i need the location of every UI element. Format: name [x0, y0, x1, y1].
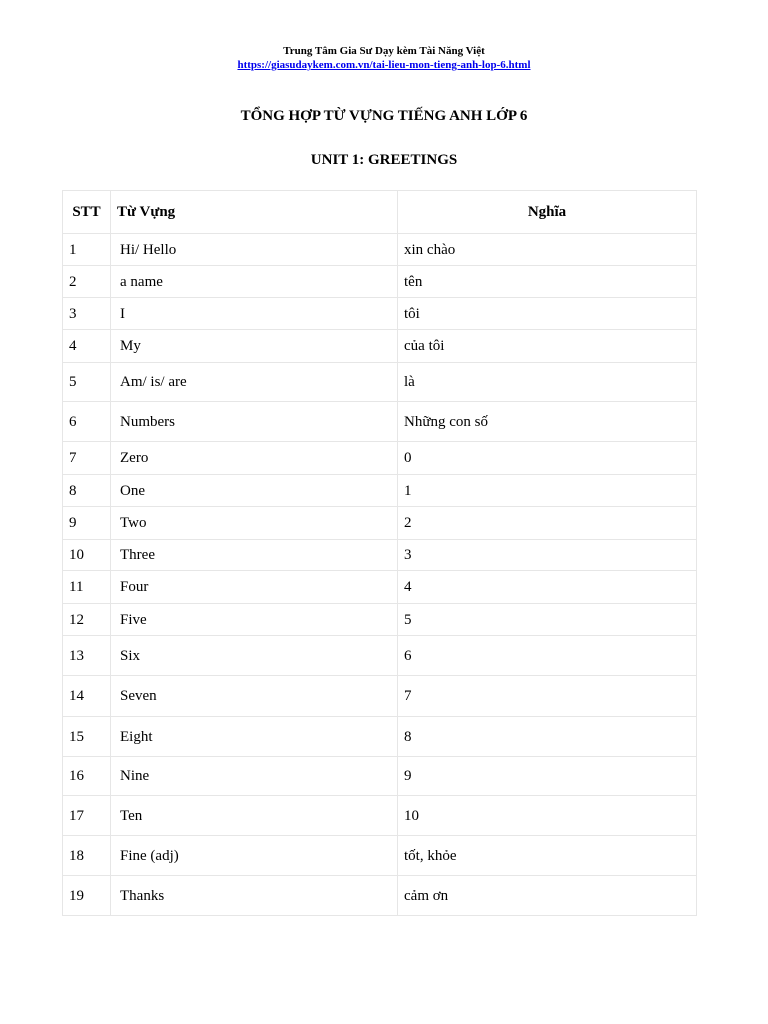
unit-title: UNIT 1: GREETINGS — [310, 152, 458, 168]
table-row — [63, 363, 697, 402]
header-meaning: Nghĩa — [398, 191, 697, 234]
table-row — [63, 876, 697, 916]
table-row — [63, 540, 697, 571]
table-row — [63, 330, 697, 363]
meaning-cell: 10 — [398, 796, 697, 836]
word-cell: Two — [111, 507, 398, 540]
table-row — [63, 475, 697, 507]
table-row — [63, 636, 697, 676]
word-cell: Three — [111, 540, 398, 571]
meaning-cell: 5 — [398, 604, 697, 636]
row-number-cell: 7 — [63, 442, 111, 475]
meaning-cell: của tôi — [398, 330, 697, 363]
meaning-cell: 4 — [398, 571, 697, 604]
meaning-cell: 3 — [398, 540, 697, 571]
vocabulary-table — [62, 190, 697, 916]
word-cell: My — [111, 330, 398, 363]
row-number-cell: 3 — [63, 298, 111, 330]
word-cell: Hi/ Hello — [111, 234, 398, 266]
row-number-cell: 4 — [63, 330, 111, 363]
word-cell: I — [111, 298, 398, 330]
row-number-cell: 1 — [63, 234, 111, 266]
row-number-cell: 6 — [63, 402, 111, 442]
table-row — [63, 442, 697, 475]
row-number-cell: 10 — [63, 540, 111, 571]
row-number-cell: 15 — [63, 717, 111, 757]
table-row — [63, 402, 697, 442]
row-number-cell: 2 — [63, 266, 111, 298]
table-row — [63, 234, 697, 266]
meaning-cell: Những con số — [398, 402, 697, 442]
word-cell: Six — [111, 636, 398, 676]
meaning-cell: 6 — [398, 636, 697, 676]
table-row — [63, 757, 697, 796]
word-cell: Am/ is/ are — [111, 363, 398, 402]
meaning-cell: 2 — [398, 507, 697, 540]
word-cell: Fine (adj) — [111, 836, 398, 876]
word-cell: Five — [111, 604, 398, 636]
header-stt: STT — [63, 191, 111, 234]
source-link[interactable]: https://giasudaykem.com.vn/tai-lieu-mon-tieng-anh-lop-6.html — [237, 59, 531, 71]
meaning-cell: 0 — [398, 442, 697, 475]
meaning-cell: tên — [398, 266, 697, 298]
header-word: Từ Vựng — [111, 191, 398, 234]
word-cell: Seven — [111, 676, 398, 717]
row-number-cell: 19 — [63, 876, 111, 916]
word-cell: One — [111, 475, 398, 507]
table-row — [63, 676, 697, 717]
word-cell: Four — [111, 571, 398, 604]
table-row — [63, 796, 697, 836]
word-cell: Ten — [111, 796, 398, 836]
table-row — [63, 717, 697, 757]
meaning-cell: 1 — [398, 475, 697, 507]
table-row — [63, 298, 697, 330]
row-number-cell: 11 — [63, 571, 111, 604]
row-number-cell: 18 — [63, 836, 111, 876]
row-number-cell: 16 — [63, 757, 111, 796]
table-row — [63, 571, 697, 604]
row-number-cell: 17 — [63, 796, 111, 836]
table-row — [63, 604, 697, 636]
word-cell: Thanks — [111, 876, 398, 916]
row-number-cell: 12 — [63, 604, 111, 636]
table-row — [63, 266, 697, 298]
row-number-cell: 9 — [63, 507, 111, 540]
document-title: TỔNG HỢP TỪ VỰNG TIẾNG ANH LỚP 6 — [240, 108, 528, 124]
word-cell: Eight — [111, 717, 398, 757]
row-number-cell: 14 — [63, 676, 111, 717]
table-row — [63, 507, 697, 540]
word-cell: Numbers — [111, 402, 398, 442]
word-cell: Zero — [111, 442, 398, 475]
meaning-cell: cảm ơn — [398, 876, 697, 916]
row-number-cell: 5 — [63, 363, 111, 402]
table-body — [63, 234, 697, 916]
meaning-cell: xin chào — [398, 234, 697, 266]
word-cell: a name — [111, 266, 398, 298]
row-number-cell: 13 — [63, 636, 111, 676]
word-cell: Nine — [111, 757, 398, 796]
organization-name: Trung Tâm Gia Sư Dạy kèm Tài Năng Việt — [283, 45, 485, 57]
meaning-cell: 9 — [398, 757, 697, 796]
table-header-row — [63, 191, 697, 234]
table-row — [63, 836, 697, 876]
row-number-cell: 8 — [63, 475, 111, 507]
meaning-cell: tôi — [398, 298, 697, 330]
meaning-cell: tốt, khỏe — [398, 836, 697, 876]
meaning-cell: 8 — [398, 717, 697, 757]
meaning-cell: là — [398, 363, 697, 402]
meaning-cell: 7 — [398, 676, 697, 717]
